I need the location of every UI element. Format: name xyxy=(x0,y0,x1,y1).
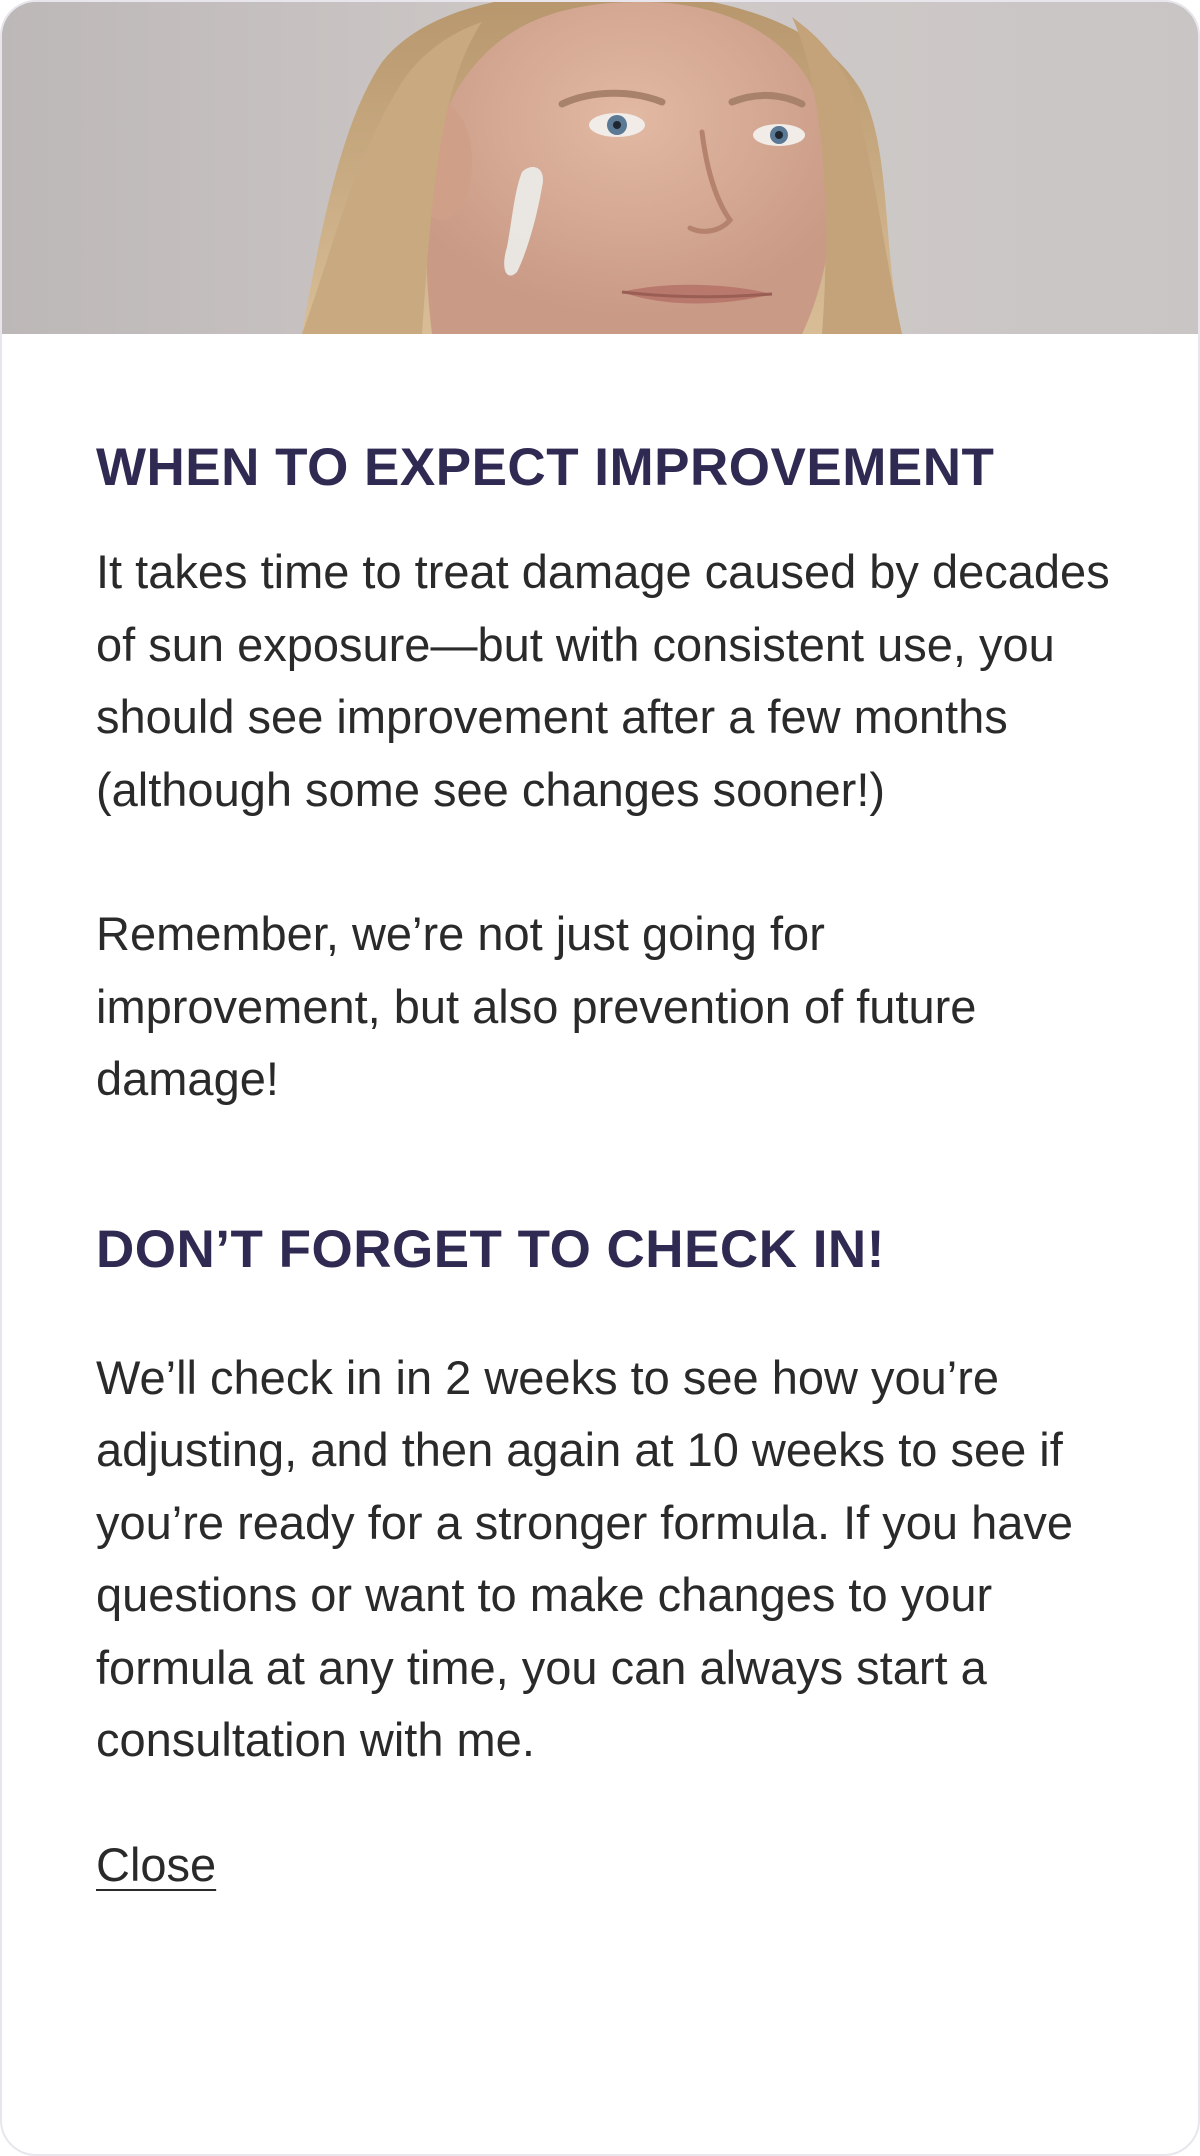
paragraph-check-in-details: We’ll check in in 2 weeks to see how you’re adjusting, and then again at 10 weeks to see if you’re ready for a stronger formula. If you have questions or want to make changes to your formula at any time, you can always start a consultation with me. xyxy=(96,1350,1074,1766)
paragraph-prevention-reminder: Remember, we’re not just going for improvement, but also prevention of future damage! xyxy=(96,907,977,1105)
modal-content xyxy=(96,334,1116,1895)
portrait-photo-icon xyxy=(2,2,1200,334)
section-heading-check-in: DON’T FORGET TO CHECK IN! xyxy=(96,1219,885,1279)
section-heading-expect-improvement: WHEN TO EXPECT IMPROVEMENT xyxy=(96,438,995,497)
close-link[interactable]: Close xyxy=(96,1837,217,1891)
paragraph-improvement-timeline: It takes time to treat damage caused by decades of sun exposure—but with consistent use, you should see improvement after a few months (although some see changes sooner!) xyxy=(96,545,1110,816)
hero-image xyxy=(2,2,1200,334)
